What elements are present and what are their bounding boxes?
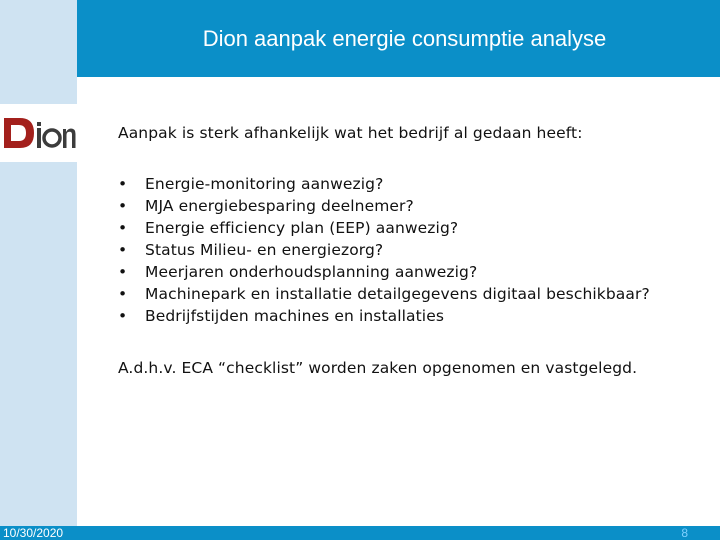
list-item-text: Energie efficiency plan (EEP) aanwezig? [145,219,459,237]
bullet-icon: • [118,175,128,193]
footer-bar [0,526,720,540]
left-sidebar-decoration [0,0,77,540]
slide-title: Dion aanpak energie consumptie analyse [202,26,607,51]
bullet-icon: • [118,219,128,237]
list-item [118,239,708,261]
intro-text: Aanpak is sterk afhankelijk wat het bedrijf al gedaan heeft: [118,124,583,142]
bullet-icon: • [118,263,128,281]
dion-logo [4,116,76,150]
list-item-text: Machinepark en installatie detailgegevens digitaal beschikbaar? [145,285,650,303]
list-item [118,261,708,283]
list-item-text: Status Milieu- en energiezorg? [145,241,384,259]
closing-text: A.d.h.v. ECA “checklist” worden zaken opgenomen en vastgelegd. [118,359,638,377]
slide-body [118,122,708,379]
list-item [118,283,708,305]
list-item-text: Bedrijfstijden machines en installaties [145,307,445,325]
bullet-icon: • [118,307,128,325]
bullet-icon: • [118,241,128,259]
bullet-icon: • [118,197,128,215]
list-item-text: Meerjaren onderhoudsplanning aanwezig? [145,263,478,281]
footer-date: 10/30/2020 [3,526,64,540]
list-item [118,217,708,239]
list-item-text: Energie-monitoring aanwezig? [145,175,384,193]
list-item [118,173,708,195]
list-item-text: MJA energiebesparing deelnemer? [145,197,414,215]
bullet-icon: • [118,285,128,303]
page-number: 8 [681,526,688,540]
list-item [118,305,708,327]
list-item [118,195,708,217]
checklist-bullets [118,173,708,327]
